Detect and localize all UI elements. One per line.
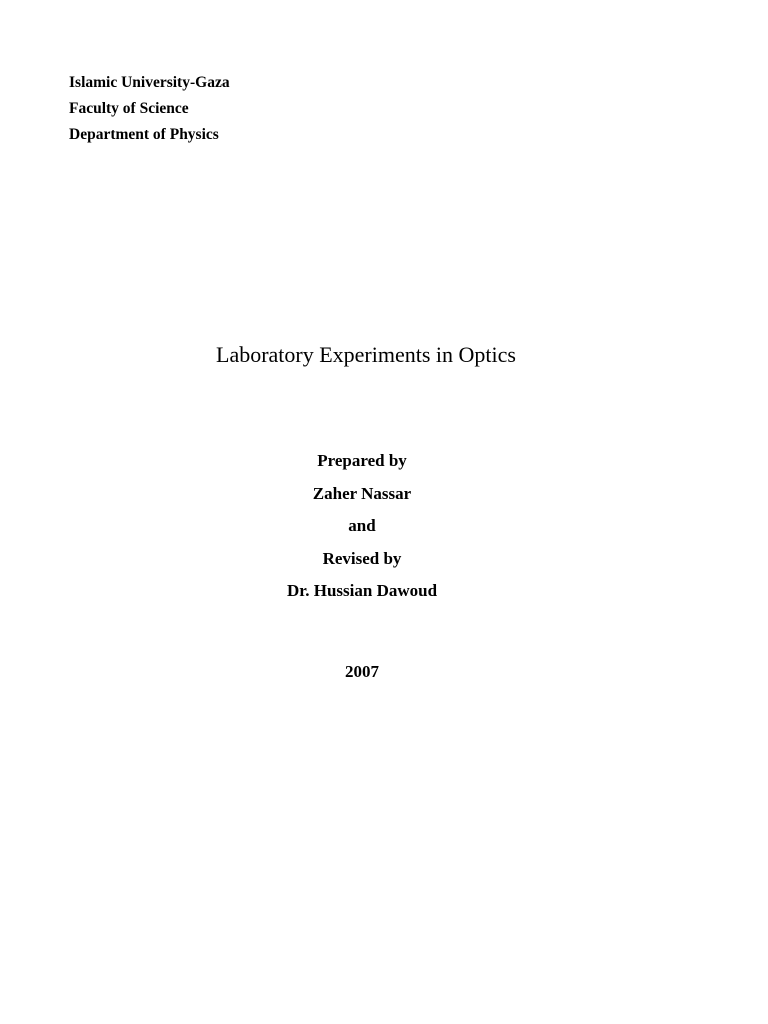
document-title: Laboratory Experiments in Optics <box>216 342 516 367</box>
institution-block <box>69 70 230 148</box>
preparer-name: Zaher Nassar <box>312 483 412 503</box>
department-name: Department of Physics <box>69 126 219 143</box>
credits-block <box>0 445 724 608</box>
prepared-by-label: Prepared by <box>317 451 407 470</box>
revised-by-label: Revised by <box>322 548 402 568</box>
reviser-name: Dr. Hussian Dawoud <box>286 581 438 601</box>
university-name: Islamic University-Gaza <box>69 74 230 91</box>
faculty-name: Faculty of Science <box>69 100 189 117</box>
and-conjunction: and <box>348 516 376 536</box>
publication-year: 2007 <box>345 662 379 681</box>
